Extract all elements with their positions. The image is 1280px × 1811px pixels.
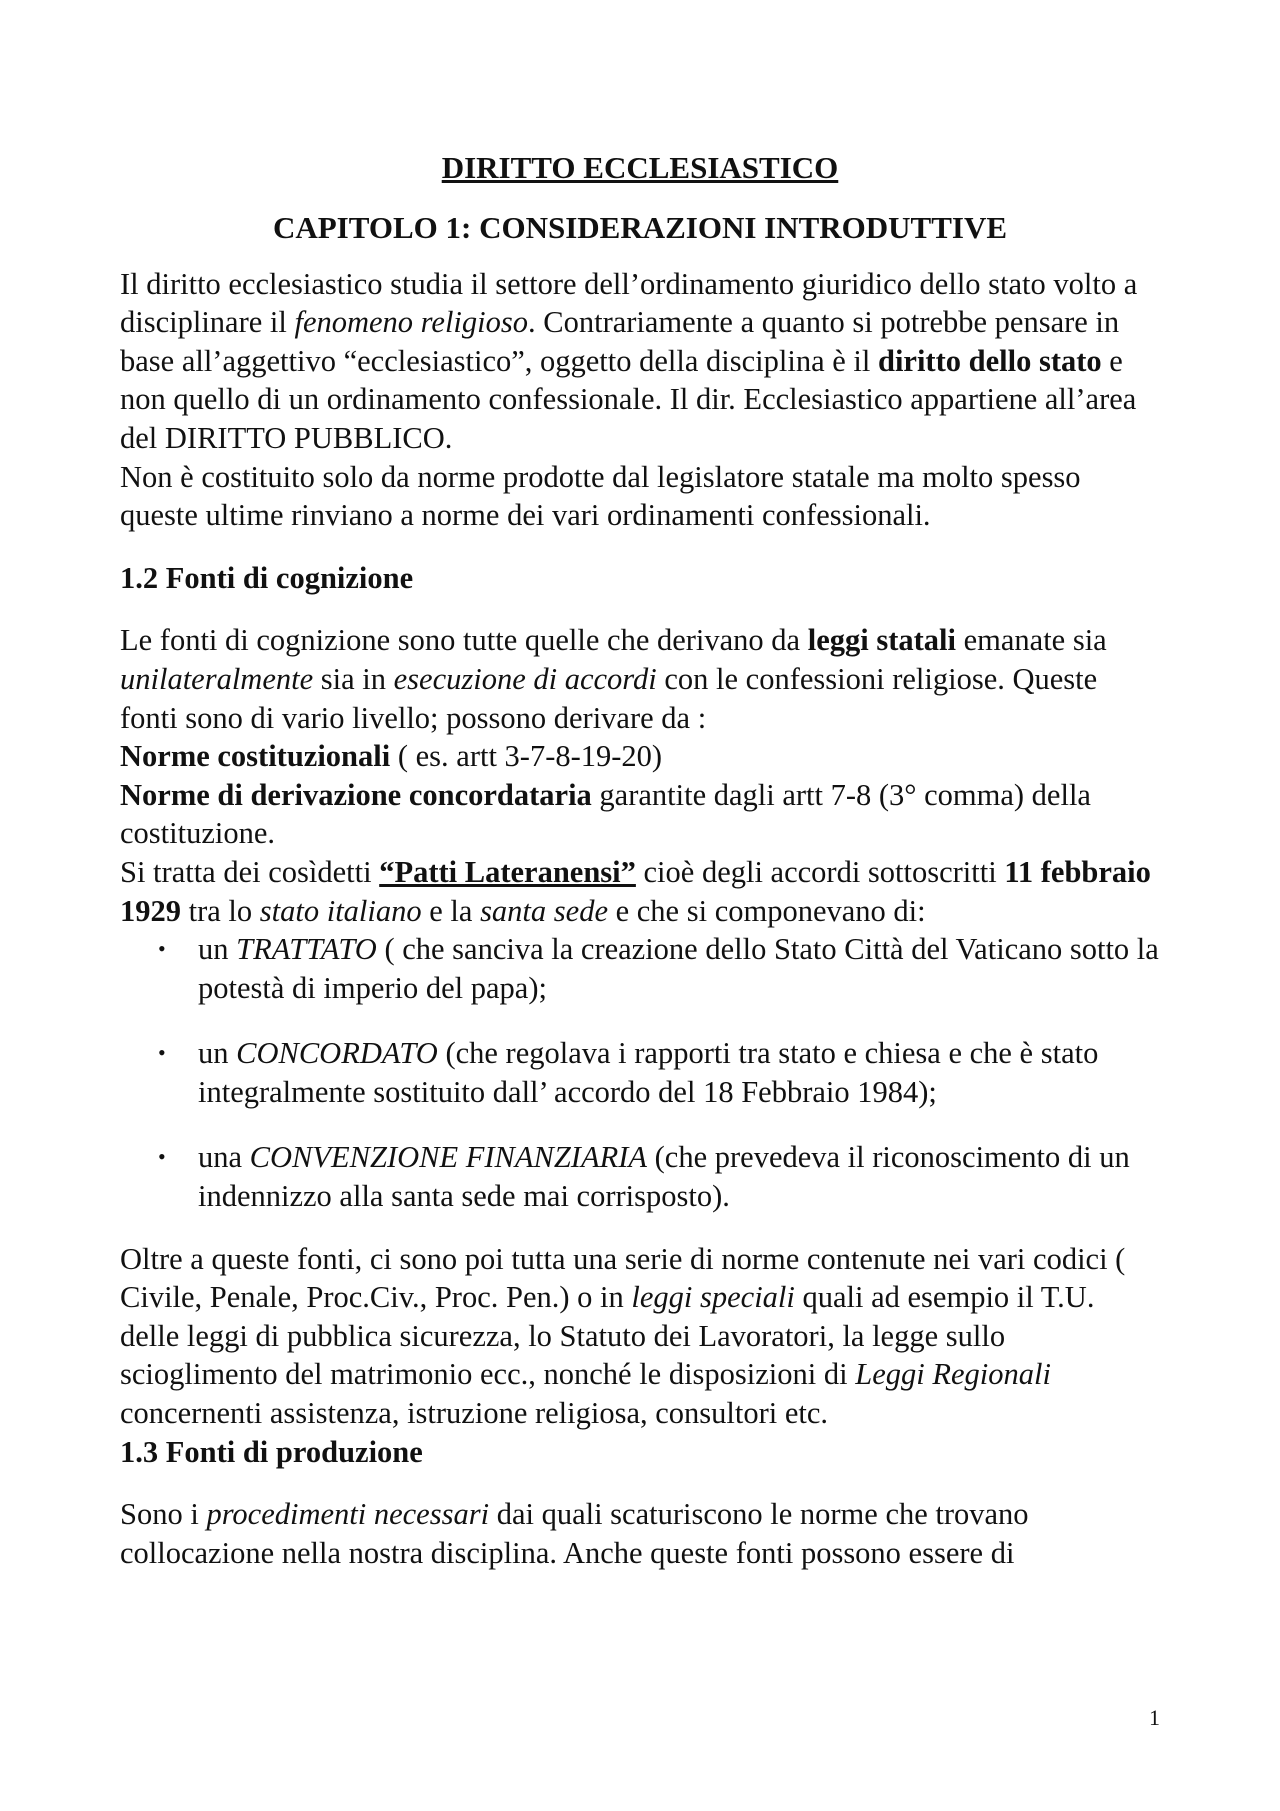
text-run: garantite dagli artt 7-8 (3° comma) della costituzione. xyxy=(120,777,1091,851)
italic-run: Leggi Regionali xyxy=(855,1357,1051,1392)
text-run: (che regolava i rapporti tra stato e chiesa e che è stato integralmente sostituito dall’ accordo del 18 Febbraio 1984); xyxy=(198,1036,1099,1109)
bold-run: Norme di derivazione concordataria xyxy=(120,777,592,812)
text-run: Il diritto ecclesiastico studia il settore dell’ordinamento giuridico dello stato volto a disciplinare il xyxy=(120,266,1138,340)
production-sources-paragraph xyxy=(120,1495,1160,1572)
italic-run: procedimenti necessari xyxy=(206,1497,490,1532)
text-run: una xyxy=(198,1140,250,1175)
bold-run: 11 febbraio 1929 xyxy=(120,854,1151,928)
italic-run: santa sede xyxy=(480,893,608,928)
section-heading-1-3: 1.3 Fonti di produzione xyxy=(120,1434,423,1469)
page-number: 1 xyxy=(1149,1705,1160,1730)
other-sources-paragraph xyxy=(120,1240,1160,1433)
text-run: un xyxy=(198,932,237,967)
italic-run: fenomeno religioso xyxy=(294,305,528,340)
text-run: tra lo xyxy=(181,893,260,928)
document-title: DIRITTO ECCLESIASTICO xyxy=(441,150,839,185)
italic-run: CONCORDATO xyxy=(236,1036,438,1071)
sources-paragraph xyxy=(120,621,1160,737)
italic-run: leggi speciali xyxy=(631,1280,795,1315)
bullet-icon: • xyxy=(158,1144,166,1170)
bold-run: diritto dello stato xyxy=(877,343,1102,378)
bullet-icon: • xyxy=(158,1040,166,1066)
lateran-pacts-paragraph xyxy=(120,853,1160,930)
list-item xyxy=(120,930,1160,1007)
text-run: . Contrariamente a quanto si potrebbe pensare in base all’aggettivo “ecclesiastico”, oggetto della disciplina è il xyxy=(120,305,1120,378)
text-run: un xyxy=(198,1036,237,1071)
text-run: emanate sia xyxy=(955,623,1107,658)
intro-paragraph-2: Non è costituito solo da norme prodotte dal legislatore statale ma molto spesso queste ultime rinviano a norme dei vari ordinamenti confessionali. xyxy=(120,459,1081,533)
italic-run: unilateralmente xyxy=(120,661,314,696)
text-run: Le fonti di cognizione sono tutte quelle che derivano da xyxy=(120,623,808,658)
chapter-heading: CAPITOLO 1: CONSIDERAZIONI INTRODUTTIVE xyxy=(272,210,1008,246)
intro-paragraph xyxy=(120,265,1160,458)
text-run: Sono i xyxy=(120,1497,207,1532)
bold-run: Norme costituzionali xyxy=(120,739,391,774)
text-run: ( es. artt 3-7-8-19-20) xyxy=(390,739,663,774)
text-run: con le confessioni religiose. Queste fonti sono di vario livello; possono derivare da : xyxy=(120,661,1098,735)
text-run: (che prevedeva il riconoscimento di un indennizzo alla santa sede mai corrisposto). xyxy=(198,1140,1130,1214)
lateran-pacts-list xyxy=(120,930,1160,1216)
italic-run: esecuzione di accordi xyxy=(393,661,657,696)
section-heading-1-2: 1.2 Fonti di cognizione xyxy=(120,560,414,595)
text-run: e non quello di un ordinamento confessionale. Il dir. Ecclesiastico appartiene all’area del DIRITTO PUBBLICO. xyxy=(120,343,1137,455)
text-run: quali ad esempio il T.U. delle leggi di pubblica sicurezza, lo Statuto dei Lavoratori, la legge sullo scioglimento del matrimonio ecc., nonché le disposizioni di xyxy=(120,1280,1095,1392)
constitutional-norms-line xyxy=(120,737,1160,776)
text-run: Oltre a queste fonti, ci sono poi tutta una serie di norme contenute nei vari codici ( Civile, Penale, Proc.Civ., Proc. Pen.) o in xyxy=(120,1241,1126,1315)
text-run: cioè degli accordi sottoscritti xyxy=(635,854,1005,889)
bullet-icon: • xyxy=(158,936,166,962)
text-run: dai quali scaturiscono le norme che trovano collocazione nella nostra disciplina. Anche queste fonti possono essere di xyxy=(120,1497,1029,1570)
italic-run: TRATTATO xyxy=(236,932,377,967)
list-item xyxy=(120,1034,1160,1111)
concordat-norms-line xyxy=(120,776,1160,853)
bold-underline-run: “Patti Lateranensi” xyxy=(379,854,636,889)
italic-run: CONVENZIONE FINANZIARIA xyxy=(249,1140,648,1175)
text-run: ( che sanciva la creazione dello Stato Città del Vaticano sotto la potestà di imperio del papa); xyxy=(198,932,1159,1005)
text-run: concernenti assistenza, istruzione religiosa, consultori etc. xyxy=(120,1396,829,1431)
list-item xyxy=(120,1138,1160,1215)
bold-run: leggi statali xyxy=(807,623,956,658)
text-run: sia in xyxy=(313,661,394,696)
text-run: e la xyxy=(421,893,481,928)
text-run: e che si componevano di: xyxy=(607,893,926,928)
text-run: Si tratta dei cosìdetti xyxy=(120,854,380,889)
italic-run: stato italiano xyxy=(259,893,422,928)
